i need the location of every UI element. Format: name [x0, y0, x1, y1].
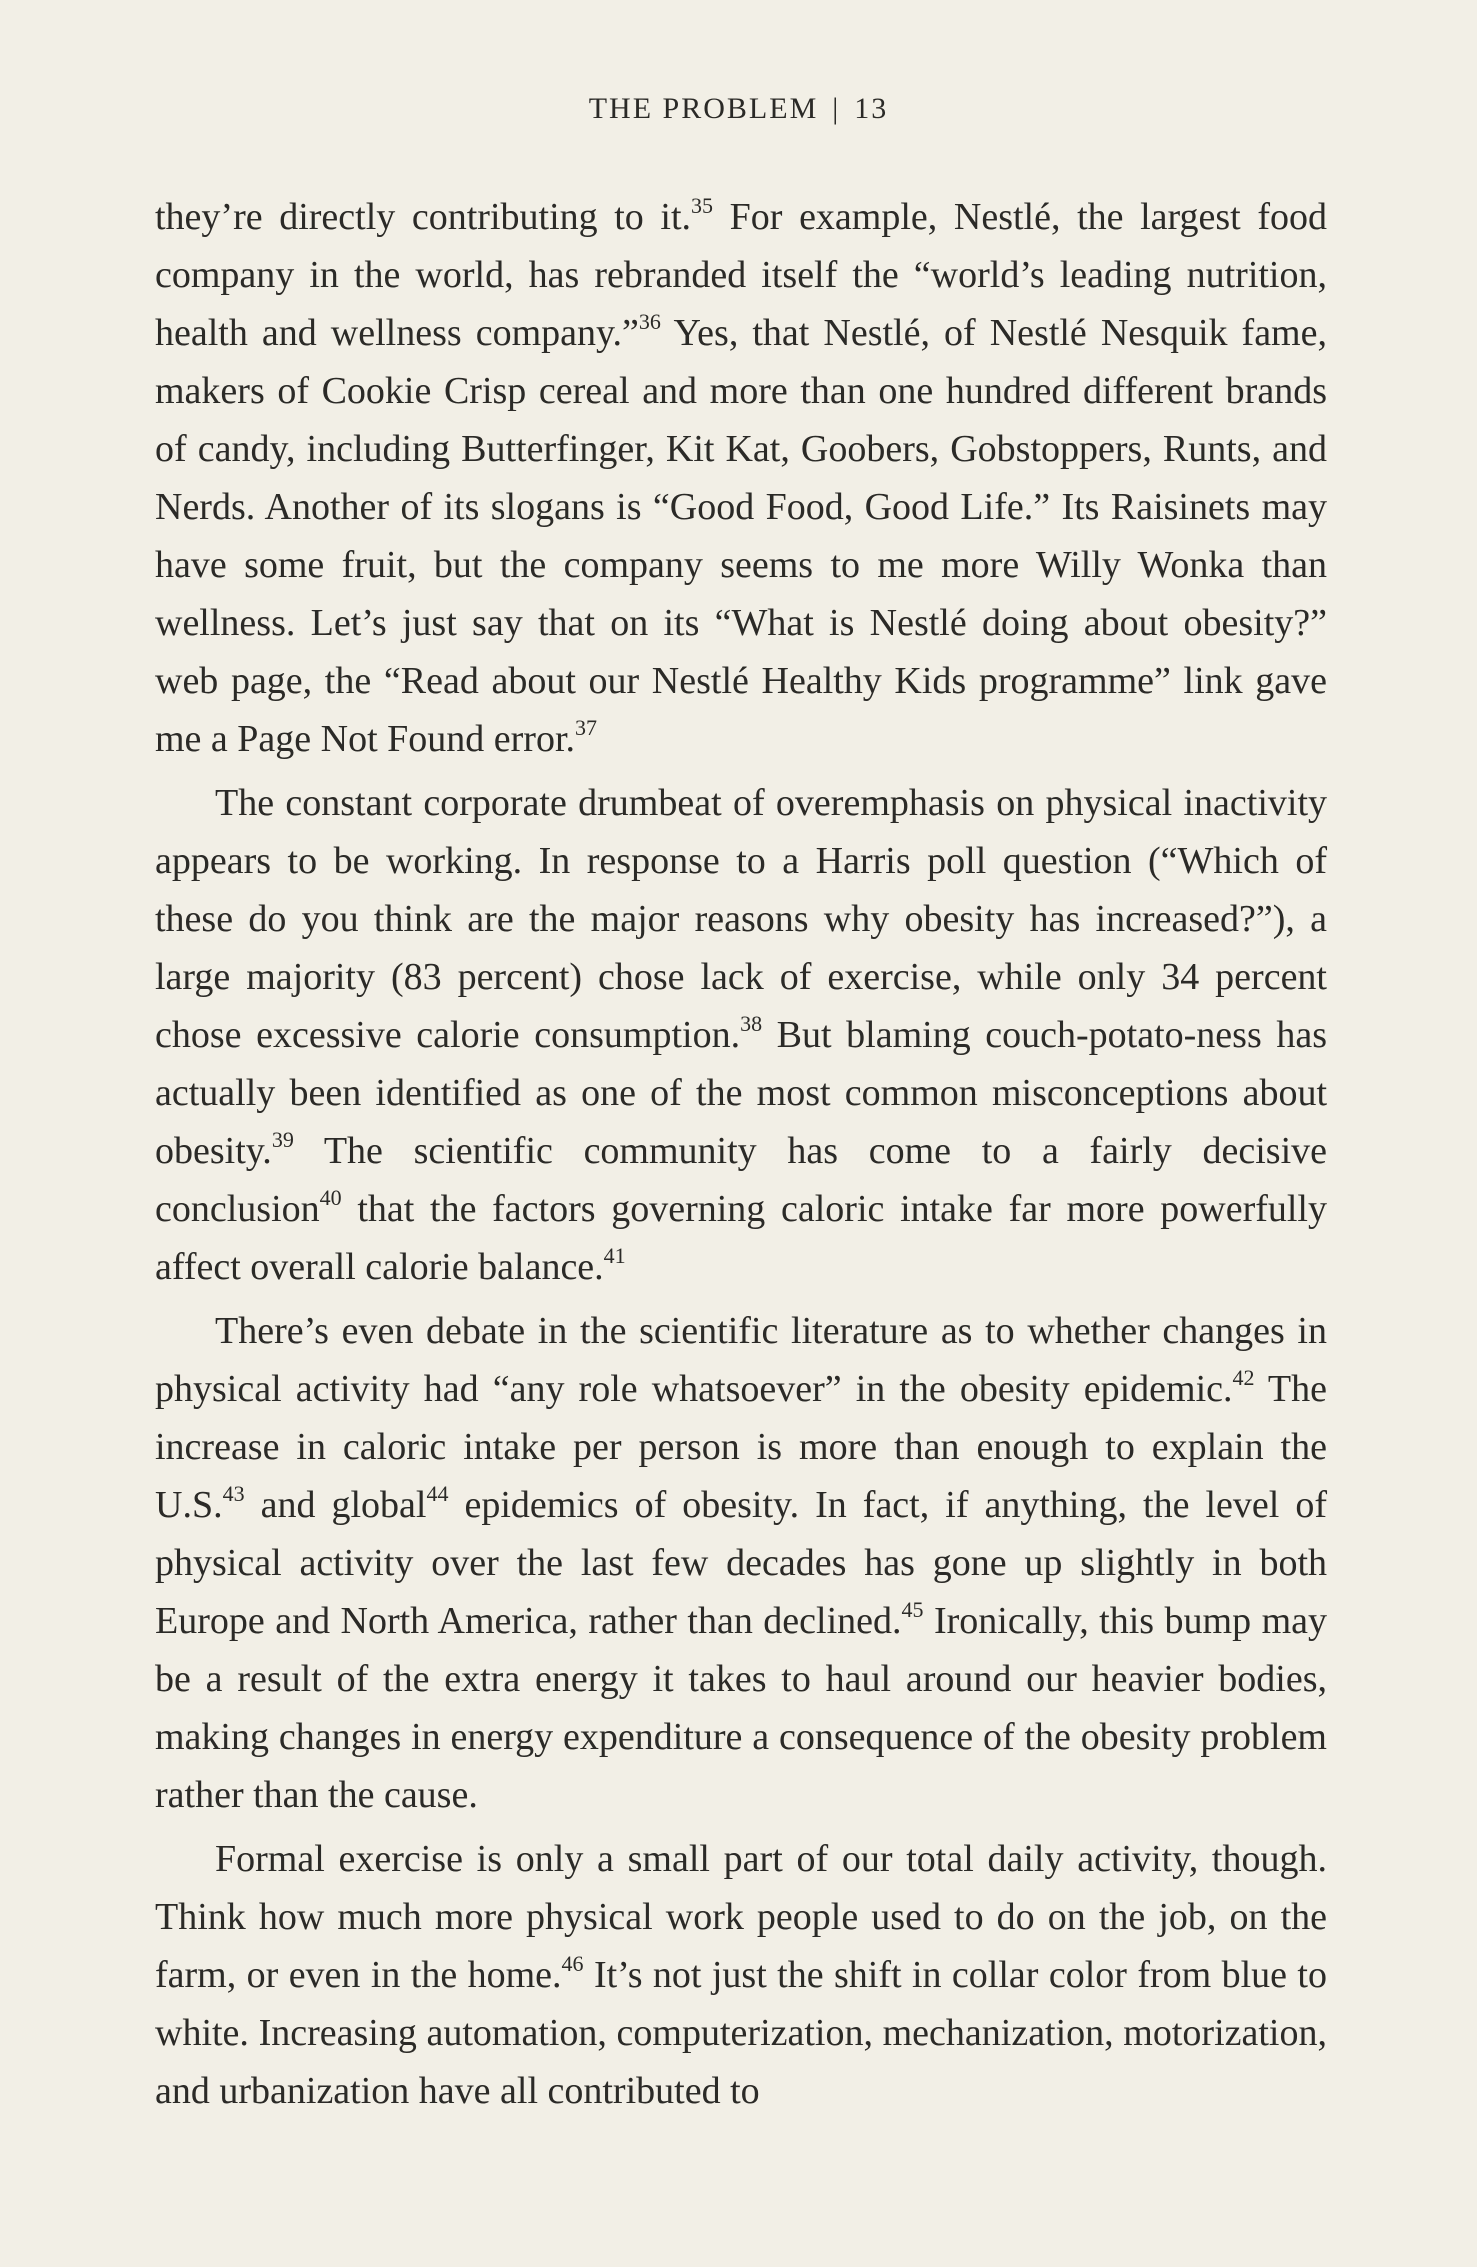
body-text: [155, 188, 1327, 2120]
text-run: that the factors governing caloric intake far more powerfully affect overall calorie balance.: [155, 1188, 1327, 1288]
text-run: The increase in caloric intake per person is more than enough to explain the U.S.: [155, 1368, 1327, 1526]
footnote-marker: 42: [1232, 1365, 1255, 1391]
paragraph: [155, 188, 1327, 768]
text-run: For example, Nestlé, the largest food company in the world, has rebranded itself the “world’s leading nutrition, health and wellness company.”: [155, 196, 1327, 354]
paragraph: [155, 774, 1327, 1296]
footnote-marker: 38: [740, 1011, 763, 1037]
paragraph: [155, 1830, 1327, 2120]
running-header: [0, 92, 1477, 126]
page-number: 13: [854, 92, 889, 125]
text-run: It’s not just the shift in collar color from blue to white. Increasing automation, computerization, mechanization, motorization, and urbanization have all contributed to: [155, 1954, 1327, 2112]
text-run: The constant corporate drumbeat of overemphasis on physical inactivity appears to be working. In response to a Harris poll question (“Which of these do you think are the major reasons why obesity has increased?”), a large majority (83 percent) chose lack of exercise, while only 34 percent chose excessive calorie consumption.: [155, 782, 1327, 1056]
paragraph: [155, 1302, 1327, 1824]
text-run: they’re directly contributing to it.: [155, 196, 692, 238]
text-run: Yes, that Nestlé, of Nestlé Nesquik fame, makers of Cookie Crisp cereal and more than one hundred different brands of candy, including Butterfinger, Kit Kat, Goobers, Gobstoppers, Runts, and Nerds. Another of its slogans is “Good Food, Good Life.” Its Raisinets may have some fruit, but the company seems to me more Willy Wonka than wellness. Let’s just say that on its “What is Nestlé doing about obesity?” web page, the “Read about our Nestlé Healthy Kids programme” link gave me a Page Not Found error.: [155, 312, 1327, 760]
footnote-marker: 46: [561, 1951, 584, 1977]
footnote-marker: 40: [319, 1185, 342, 1211]
text-run: Ironically, this bump may be a result of the extra energy it takes to haul around our heavier bodies, making changes in energy expenditure a consequence of the obesity problem rather than the cause.: [155, 1600, 1327, 1816]
footnote-marker: 37: [575, 715, 598, 741]
footnote-marker: 43: [222, 1481, 245, 1507]
footnote-marker: 45: [901, 1597, 924, 1623]
footnote-marker: 35: [691, 193, 714, 219]
text-run: and global: [244, 1484, 427, 1526]
text-run: But blaming couch-potato-ness has actually been identified as one of the most common misconceptions about obesity.: [155, 1014, 1327, 1172]
footnote-marker: 36: [638, 309, 661, 335]
header-separator: |: [832, 92, 841, 125]
section-title: THE PROBLEM: [588, 92, 819, 125]
footnote-marker: 39: [271, 1127, 294, 1153]
text-run: There’s even debate in the scientific literature as to whether changes in physical activity had “any role whatsoever” in the obesity epidemic.: [155, 1310, 1327, 1410]
footnote-marker: 41: [603, 1243, 626, 1269]
footnote-marker: 44: [426, 1481, 449, 1507]
text-run: Formal exercise is only a small part of our total daily activity, though. Think how much more physical work people used to do on the job, on the farm, or even in the home.: [155, 1838, 1327, 1996]
text-run: The scientific community has come to a fairly decisive conclusion: [155, 1130, 1327, 1230]
text-run: epidemics of obesity. In fact, if anything, the level of physical activity over the last few decades has gone up slightly in both Europe and North America, rather than declined.: [155, 1484, 1327, 1642]
